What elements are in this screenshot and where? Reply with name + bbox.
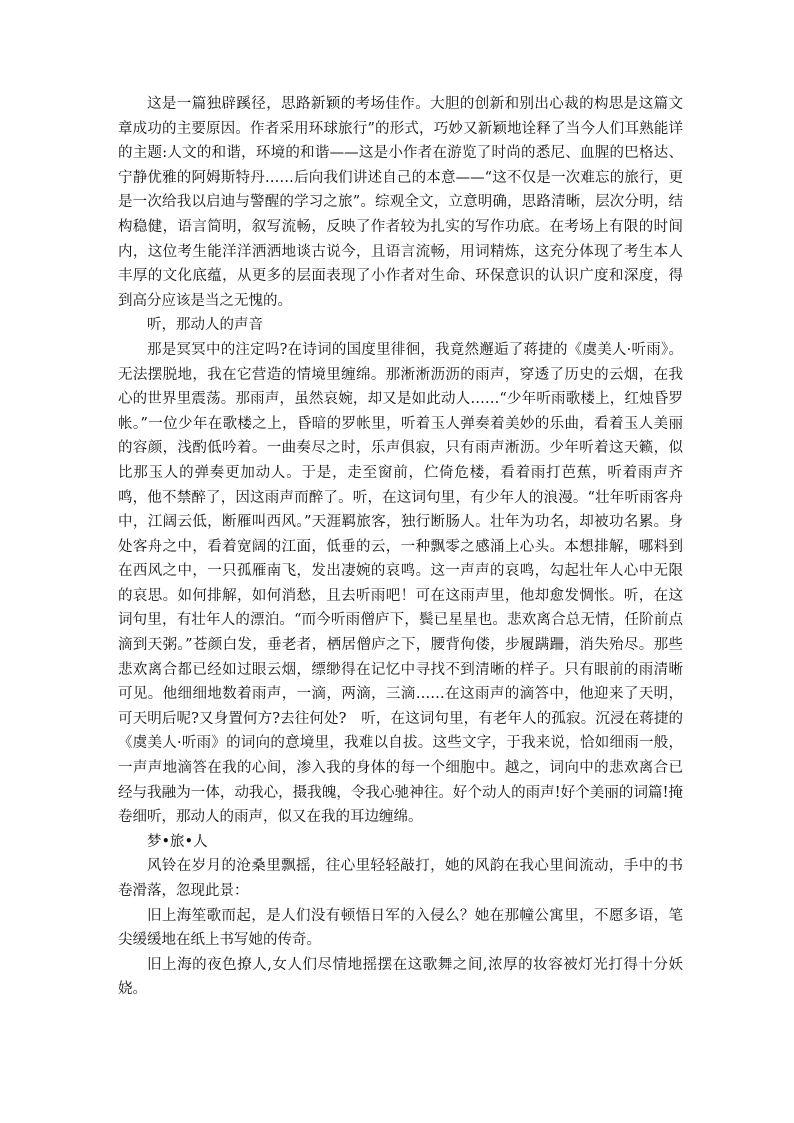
- essay-paragraph: 旧上海笙歌而起，是人们没有顿悟日军的入侵么？她在那幢公寓里，不愿多语，笔尖缓缓地在纸上书写她的传奇。: [118, 907, 683, 949]
- essay-title-listen: 听，那动人的声音: [147, 317, 263, 334]
- essay-paragraph: 旧上海的夜色撩人,女人们尽情地摇摆在这歌舞之间,浓厚的妆容被灯光打得十分妖娆。: [118, 956, 683, 998]
- essay-title-dream-travel-person: 梦•旅•人: [147, 833, 208, 850]
- document-page: [118, 92, 683, 1002]
- essay-body-paragraph: 那是冥冥中的注定吗?在诗词的国度里徘徊，我竟然邂逅了蒋捷的《虞美人·听雨》。无法摆脱地，我在它营造的情境里缠绵。那淅淅沥沥的雨声，穿透了历史的云烟，在我心的世界里震荡。那雨声，虽然哀婉，却又是如此动人……“少年听雨歌楼上，红烛昏罗帐。”一位少年在歌楼之上，昏暗的罗帐里，听着玉人弹奏着美妙的乐曲，看着玉人美丽的容颜，浅酌低吟着。一曲奏尽之时，乐声俱寂，只有雨声淅沥。少年听着这天籁，似比那玉人的弹奏更加动人。于是，走至窗前，伫倚危楼，看着雨打芭蕉，听着雨声齐鸣，他不禁醉了，因这雨声而醉了。听，在这词句里，有少年人的浪漫。“壮年听雨客舟中，江阔云低，断雁叫西风。”天涯羁旅客，独行断肠人。壮年为功名，却被功名累。身处客舟之中，看着宽阔的江面，低垂的云，一种飘零之感涌上心头。本想排解，哪料到在西风之中，一只孤雁南飞，发出凄婉的哀鸣。这一声声的哀鸣，勾起壮年人心中无限的哀思。如何排解，如何消愁，且去听雨吧！可在这雨声里，他却愈发惆怅。听，在这词句里，有壮年人的漂泊。“而今听雨僧庐下，鬓已星星也。悲欢离合总无情，任阶前点滴到天粥。”苍颜白发，垂老者，栖居僧庐之下，腰背佝偻，步履蹒跚，消失殆尽。那些悲欢离合都已经如过眼云烟，缥缈得在记忆中寻找不到清晰的样子。只有眼前的雨清晰可见。他细细地数着雨声，一滴，两滴，三滴……在这雨声的滴答中，他迎来了天明，可天明后呢?又身置何方?去往何处? 听，在这词句里，有老年人的孤寂。沉浸在蒋捷的《虞美人·听雨》的词向的意境里，我难以自拔。这些文字，于我来说，恰如细雨一般，一声声地滴答在我的心间，渗入我的身体的每一个细胞中。越之，词向中的悲欢离合已经与我融为一体，动我心，摄我魄，令我心驰神往。好个动人的雨声!好个美丽的词篇!掩卷细听，那动人的雨声，似又在我的耳边缠绵。: [118, 341, 683, 826]
- commentary-paragraph: 这是一篇独辟蹊径，思路新颖的考场佳作。大胆的创新和别出心裁的构思是这篇文章成功的主要原因。作者采用环球旅行”的形式，巧妙又新颖地诠释了当今人们耳熟能详的主题:人文的和谐，环境的和谐——这是小作者在游览了时尚的悉尼、血腥的巴格达、宁静优雅的阿姆斯特丹……后向我们讲述自己的本意——“这不仅是一次难忘的旅行，更是一次给我以启迪与警醒的学习之旅”。综观全文，立意明确，思路清晰，层次分明，结构稳健，语言简明，叙写流畅，反映了作者较为扎实的写作功底。在考场上有限的时间内，这位考生能洋洋洒洒地谈古说今，且语言流畅，用词精炼，这充分体现了考生本人丰厚的文化底蕴，从更多的层面表现了小作者对生命、环保意识的认识广度和深度，得到高分应该是当之无愧的。: [118, 96, 683, 309]
- essay-paragraph: 风铃在岁月的沧桑里飘摇，往心里轻轻敲打，她的风韵在我心里间流动，手中的书卷滑落，忽现此景：: [118, 858, 683, 899]
